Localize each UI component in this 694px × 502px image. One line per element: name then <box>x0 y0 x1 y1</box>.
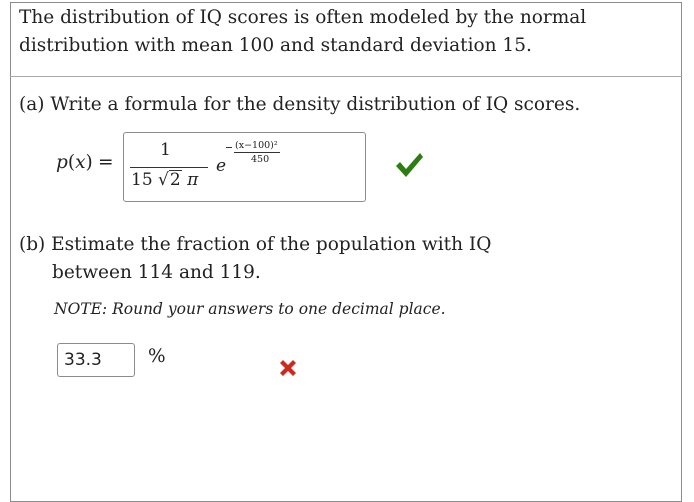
lhs-function: p <box>56 152 68 173</box>
rounding-note: NOTE: Round your answers to one decimal place. <box>54 300 446 318</box>
part-b-prompt <box>19 231 491 287</box>
problem-line-1: The distribution of IQ scores is often modeled by the normal <box>19 7 587 28</box>
divider <box>10 76 682 77</box>
pi-symbol: π <box>187 170 199 190</box>
fraction-numerator: 1 <box>160 140 171 160</box>
lhs-variable: x <box>75 152 86 173</box>
percent-unit: % <box>148 346 166 367</box>
equals-sign: = <box>98 152 114 173</box>
formula-lhs: p(x) <box>56 152 93 173</box>
exponent-minus-sign <box>226 147 232 148</box>
exponent-denominator: 450 <box>251 154 270 165</box>
answer-input[interactable] <box>57 343 135 377</box>
part-a-prompt: (a) Write a formula for the density distribution of IQ scores. <box>19 94 581 115</box>
exponential-base: e <box>216 156 227 176</box>
part-b-prompt-line-2: between 114 and 119. <box>52 262 261 283</box>
exponent-numerator: (x−100)² <box>235 140 278 151</box>
sqrt-symbol: √ <box>158 170 169 190</box>
sqrt-argument: 2 <box>169 170 181 190</box>
denominator-coefficient: 15 <box>131 170 153 190</box>
exponent-fraction-bar <box>234 152 280 153</box>
part-b-prompt-line-1: (b) Estimate the fraction of the population with IQ <box>19 234 492 255</box>
problem-statement <box>19 4 586 60</box>
problem-line-2: distribution with mean 100 and standard deviation 15. <box>19 35 532 56</box>
checkmark-icon <box>394 151 424 179</box>
cross-icon <box>277 357 299 379</box>
fraction-denominator <box>131 170 198 190</box>
fraction-bar <box>130 167 208 168</box>
